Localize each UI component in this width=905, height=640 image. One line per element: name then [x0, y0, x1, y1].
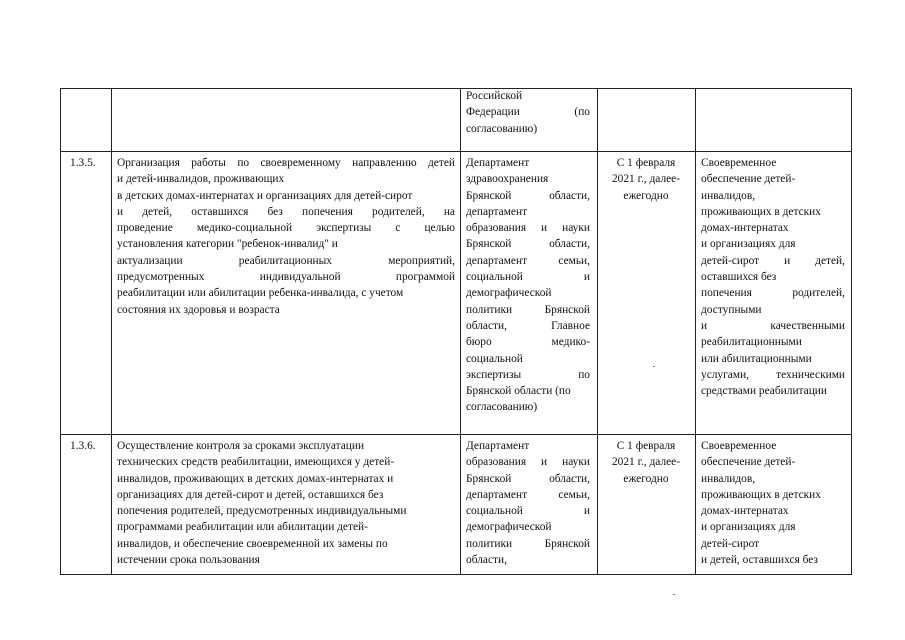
- table-bottom-border: [60, 574, 852, 575]
- text-line: услугами, техническими: [701, 368, 845, 381]
- row-separator-1: [60, 151, 852, 152]
- text-line: образования и науки: [466, 456, 590, 469]
- executor-cell: [466, 438, 590, 568]
- text-line: организациях для детей-сирот и детей, оставшихся без: [117, 488, 384, 501]
- text-line: социальной: [466, 352, 523, 365]
- event-cell: [117, 438, 455, 568]
- text-line: Федерации (по: [466, 106, 590, 119]
- result-cell: [701, 438, 845, 568]
- text-line: реабилитационными: [701, 336, 802, 349]
- event-cell: [117, 155, 455, 318]
- text-line: предусмотренных индивидуальной программой: [117, 271, 455, 284]
- text-line: программами реабилитации или абилитации детей-: [117, 521, 368, 534]
- text-line: технических средств реабилитации, имеющихся у детей-: [117, 456, 395, 469]
- text-line: Брянской области,: [466, 238, 590, 251]
- text-line: и качественными: [701, 319, 845, 332]
- text-line: Брянской области,: [466, 189, 590, 202]
- column-divider-1: [111, 88, 112, 575]
- text-line: и детей-инвалидов, проживающих: [117, 173, 285, 186]
- table-right-border: [851, 88, 852, 575]
- text-line: проведение медико-социальной экспертизы с целью: [117, 222, 455, 235]
- text-line: Организация работы по своевременному направлению детей: [117, 157, 455, 169]
- text-line: реабилитации или абилитации ребенка-инвалида, с учетом: [117, 287, 404, 300]
- column-divider-4: [695, 88, 696, 575]
- table-top-border: [60, 88, 852, 89]
- text-line: 2021 г., далее-: [611, 173, 681, 186]
- row-separator-2: [60, 434, 852, 435]
- text-line: и организациях для: [701, 521, 796, 534]
- text-line: домах-интернатах: [701, 222, 789, 235]
- row-number-cell: 1.3.6.: [70, 440, 96, 452]
- text-line: департамент: [466, 205, 528, 218]
- text-line: установления категории "ребенок-инвалид" и: [117, 238, 338, 251]
- text-line: и детей, оставшихся без: [701, 554, 818, 567]
- text-line: политики Брянской: [466, 537, 590, 550]
- text-line: бюро медико-: [466, 336, 590, 349]
- text-line: проживающих в детских: [701, 488, 821, 501]
- text-line: области, Главное: [466, 319, 590, 332]
- text-line: инвалидов, и обеспечение своевременной их замены по: [117, 537, 388, 550]
- text-line: в детских домах-интернатах и организациях для детей-сирот: [117, 189, 413, 202]
- text-line: образования и науки: [466, 222, 590, 235]
- text-line: детей-сирот и детей,: [701, 254, 845, 267]
- top-row-executor-cell: [466, 88, 590, 137]
- text-line: департамент семьи,: [466, 488, 590, 501]
- text-line: попечения родителей,: [701, 287, 845, 300]
- text-line: Департамент: [466, 440, 530, 452]
- text-line: С 1 февраля: [616, 157, 676, 169]
- table-left-border: [60, 88, 61, 575]
- text-line: состояния их здоровья и возраста: [117, 303, 280, 316]
- result-cell: [701, 155, 845, 399]
- text-line: средствами реабилитации: [701, 385, 827, 398]
- term-cell: [600, 155, 692, 204]
- text-line: Брянской области,: [466, 472, 590, 485]
- text-line: социальной и: [466, 505, 590, 518]
- text-line: С 1 февраля: [616, 440, 676, 452]
- text-line: инвалидов,: [701, 189, 756, 202]
- text-line: Российской: [466, 90, 523, 102]
- text-line: экспертизы по: [466, 368, 590, 381]
- text-line: Осуществление контроля за сроками эксплуатации: [117, 440, 365, 452]
- term-cell: [600, 438, 692, 487]
- text-line: ежегодно: [623, 472, 669, 485]
- row-number-cell: 1.3.5.: [70, 157, 96, 169]
- text-line: домах-интернатах: [701, 505, 789, 518]
- text-line: попечения родителей, предусмотренных индивидуальными: [117, 505, 407, 518]
- text-line: инвалидов,: [701, 472, 756, 485]
- text-line: обеспечение детей-: [701, 173, 796, 186]
- scan-speck: [653, 366, 655, 367]
- text-line: обеспечение детей-: [701, 456, 796, 469]
- text-line: Брянской области (по: [466, 385, 571, 398]
- scan-speck: [673, 594, 675, 595]
- text-line: или абилитационными: [701, 352, 812, 365]
- text-line: здравоохранения: [466, 173, 549, 186]
- text-line: проживающих в детских: [701, 205, 821, 218]
- column-divider-2: [460, 88, 461, 575]
- text-line: и организациях для: [701, 238, 796, 251]
- text-line: оставшихся без: [701, 271, 777, 284]
- text-line: согласованию): [466, 401, 538, 414]
- text-line: истечении срока пользования: [117, 554, 260, 567]
- text-line: доступными: [701, 303, 762, 316]
- text-line: демографической: [466, 521, 552, 534]
- text-line: детей-сирот: [701, 537, 760, 550]
- text-line: политики Брянской: [466, 303, 590, 316]
- text-line: области,: [466, 554, 507, 567]
- text-line: Своевременное: [701, 157, 777, 169]
- text-line: 2021 г., далее-: [611, 456, 681, 469]
- column-divider-3: [597, 88, 598, 575]
- text-line: Департамент: [466, 157, 530, 169]
- text-line: ежегодно: [623, 189, 669, 202]
- text-line: и детей, оставшихся без попечения родителей, на: [117, 205, 455, 218]
- text-line: согласованию): [466, 122, 538, 135]
- executor-cell: [466, 155, 590, 416]
- text-line: демографической: [466, 287, 552, 300]
- text-line: Своевременное: [701, 440, 777, 452]
- text-line: инвалидов, проживающих в детских домах-интернатах и: [117, 472, 394, 485]
- text-line: департамент семьи,: [466, 254, 590, 267]
- text-line: социальной и: [466, 271, 590, 284]
- text-line: актуализации реабилитационных мероприятий,: [117, 254, 455, 267]
